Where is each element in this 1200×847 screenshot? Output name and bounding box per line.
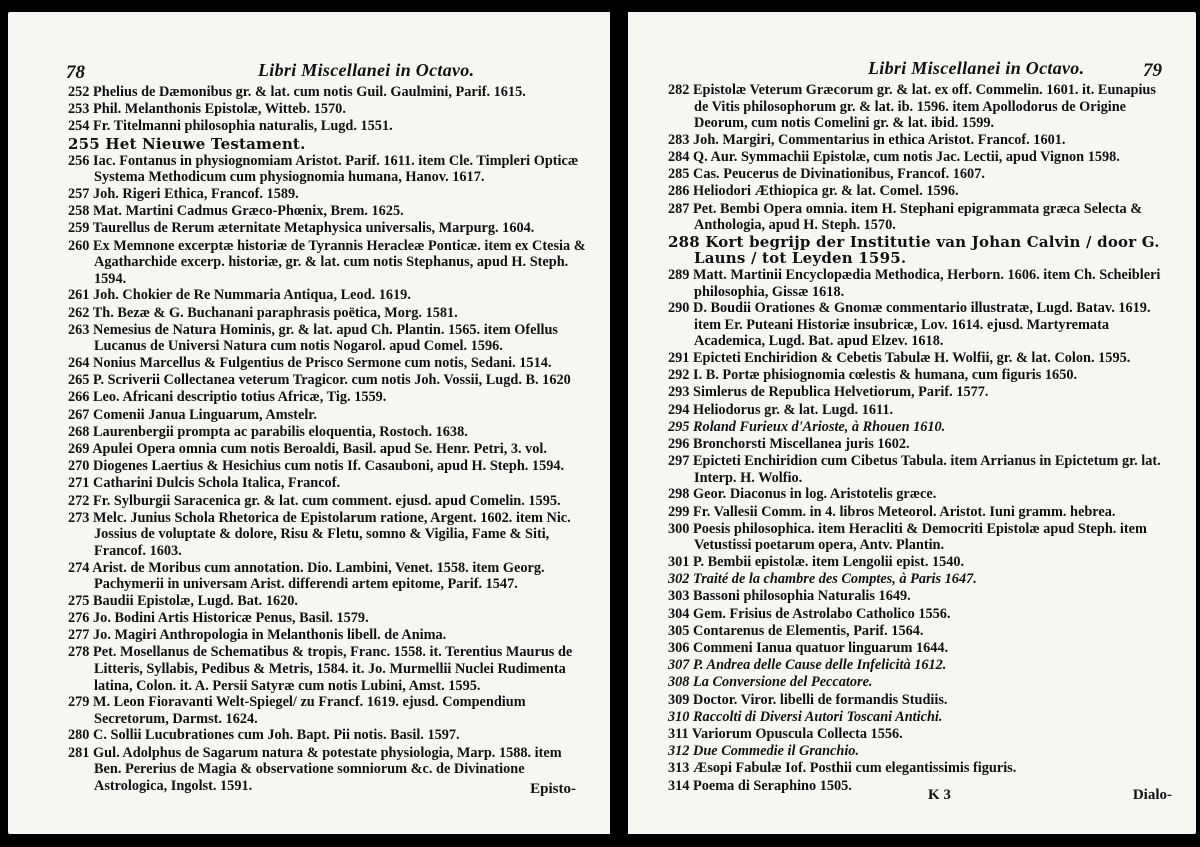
right-entry-list [668,82,1166,795]
list-item: 271 Catharini Dulcis Schola Italica, Francof. [68,475,341,492]
list-item: 305 Contarenus de Elementis, Parif. 1564. [668,622,924,639]
list-item: 299 Fr. Vallesii Comm. in 4. libros Meteorol. Aristot. Iuni gramm. hebrea. [668,503,1116,520]
list-item: 275 Baudii Epistolæ, Lugd. Bat. 1620. [68,592,298,609]
list-item: 277 Jo. Magiri Anthropologia in Melanthonis libell. de Anima. [68,627,447,644]
left-catchword: Episto- [530,781,576,797]
list-item: 289 Matt. Martinii Encyclopædia Methodica, Herborn. 1606. item Ch. Scheibleri philosophia, Gissæ 1618. [668,266,1161,300]
list-item: 280 C. Sollii Lucubrationes cum Joh. Bapt. Pii notis. Basil. 1597. [68,727,460,744]
left-page-number: 78 [66,62,85,83]
list-item: 255 Het Nieuwe Testament. [68,134,306,153]
list-item: 298 Geor. Diaconus in log. Aristotelis græce. [668,486,937,503]
list-item: 284 Q. Aur. Symmachii Epistolæ, cum notis Jac. Lectii, apud Vignon 1598. [668,148,1120,165]
list-item: 261 Joh. Chokier de Re Nummaria Antiqua, Leod. 1619. [68,287,411,304]
list-item: 257 Joh. Rigeri Ethica, Francof. 1589. [68,186,299,202]
list-item: 312 Due Commedie il Granchio. [668,743,860,760]
list-item: 291 Epicteti Enchiridion & Cebetis Tabulæ H. Wolfii, gr. & lat. Colon. 1595. [668,349,1131,366]
list-item: 258 Mat. Martini Cadmus Græco-Phœnix, Brem. 1625. [68,203,404,220]
list-item: 293 Simlerus de Republica Helvetiorum, Parif. 1577. [668,384,989,401]
list-item: 273 Melc. Junius Schola Rhetorica de Epistolarum ratione, Argent. 1602. item Nic. Jossius de voluptate & dolore, Risu & Fletu, somno & Vigilia, Fame & Siti, Francof. 1603. [68,509,571,559]
list-item: 252 Phelius de Dæmonibus gr. & lat. cum notis Guil. Gaulmini, Parif. 1615. [68,84,526,100]
list-item: 287 Pet. Bembi Opera omnia. item H. Stephani epigrammata græca Selecta & Anthologia, apud H. Steph. 1570. [668,200,1143,234]
list-item: 260 Ex Memnone excerptæ historiæ de Tyrannis Heracleæ Ponticæ. item ex Ctesia & Agatharchide excerp. historiæ, gr. & lat. cum notis Stephanus, apud H. Steph. 1594. [68,237,586,287]
right-page [628,12,1196,834]
left-running-head: Libri Miscellanei in Octavo. [258,60,475,80]
list-item: 297 Epicteti Enchiridion cum Cibetus Tabula. item Arrianus in Epictetum gr. lat. Interp. H. Wolfio. [668,453,1161,486]
list-item: 301 P. Bembii epistolæ. item Lengolii epist. 1540. [668,553,965,570]
list-item: 302 Traité de la chambre des Comptes, à Paris 1647. [668,571,977,588]
book-gutter [610,0,628,847]
list-item: 300 Poesis philosophica. item Heracliti & Democriti Epistolæ apud Steph. item Vetustissi poetarum opera, Antv. Plantin. [668,520,1147,554]
list-item: 281 Gul. Adolphus de Sagarum natura & potestate physiologia, Marp. 1588. item Ben. Pererius de Magia & observatione somniorum &c. de Divinatione Astrologica, Ingolst. 1591. [68,744,562,794]
list-item: 309 Doctor. Viror. libelli de formandis Studiis. [668,691,948,708]
list-item: 290 D. Boudii Orationes & Gnomæ commentario illustratæ, Lugd. Batav. 1619. item Er. Puteani Historiæ insubricæ, Lov. 1614. ejusd. Martyremata Academica, Lugd. Bat. apud Elzev. 1618. [668,300,1151,350]
list-item: 268 Laurenbergii prompta ac parabilis eloquentia, Rostoch. 1638. [68,423,468,440]
right-page-header [668,58,1166,80]
list-item: 306 Commeni Ianua quatuor linguarum 1644. [668,639,949,656]
signature-mark: K 3 [928,787,951,803]
list-item: 313 Æsopi Fabulæ Iof. Posthii cum elegantissimis figuris. [668,760,1017,777]
list-item: 272 Fr. Sylburgii Saracenica gr. & lat. cum comment. ejusd. apud Comelin. 1595. [68,492,561,509]
list-item: 314 Poema di Seraphino 1505. [668,777,852,794]
list-item: 286 Heliodori Æthiopica gr. & lat. Comel. 1596. [668,183,959,200]
right-page-number: 79 [1143,60,1162,81]
left-page [8,12,610,834]
left-entry-list [68,84,588,794]
left-page-header [68,60,588,82]
list-item: 296 Bronchorsti Miscellanea juris 1602. [668,435,910,452]
list-item: 254 Fr. Titelmanni philosophia naturalis, Lugd. 1551. [68,118,393,135]
list-item: 259 Taurellus de Rerum æternitate Metaphysica universalis, Marpurg. 1604. [68,220,535,237]
list-item: 311 Variorum Opuscula Collecta 1556. [668,725,903,742]
list-item: 270 Diogenes Laertius & Hesichius cum notis If. Casauboni, apud H. Steph. 1594. [68,458,565,475]
list-item: 264 Nonius Marcellus & Fulgentius de Prisco Sermone cum notis, Sedani. 1514. [68,354,552,371]
list-item: 307 P. Andrea delle Cause delle Infelicità 1612. [668,657,947,674]
list-item: 285 Cas. Peucerus de Divinationibus, Francof. 1607. [668,166,985,183]
list-item: 267 Comenii Janua Linguarum, Amstelr. [68,406,317,423]
list-item: 292 I. B. Portæ phisiognomia cœlestis & humana, cum figuris 1650. [668,367,1078,384]
right-running-head: Libri Miscellanei in Octavo. [868,58,1085,78]
list-item: 294 Heliodorus gr. & lat. Lugd. 1611. [668,401,894,418]
list-item: 253 Phil. Melanthonis Epistolæ, Witteb. 1570. [68,101,346,118]
list-item: 310 Raccolti di Diversi Autori Toscani Antichi. [668,708,943,725]
list-item: 304 Gem. Frisius de Astrolabo Catholico 1556. [668,605,951,622]
list-item: 276 Jo. Bodini Artis Historicæ Penus, Basil. 1579. [68,609,369,626]
list-item: 303 Bassoni philosophia Naturalis 1649. [668,588,911,605]
list-item: 256 Iac. Fontanus in physiognomiam Aristot. Parif. 1611. item Cle. Timpleri Opticæ Systema Methodicum cum physiognomia humana, Hanov. 1617. [68,152,579,186]
list-item: 274 Arist. de Moribus cum annotation. Dio. Lambini, Venet. 1558. item Georg. Pachymerii in universam Arist. differendi artem epitome, Parif. 1547. [68,559,545,593]
right-catchword: Dialo- [1132,787,1172,803]
list-item: 283 Joh. Margiri, Commentarius in ethica Aristot. Francof. 1601. [668,131,1066,148]
list-item: 279 M. Leon Fioravanti Welt-Spiegel/ zu Francf. 1619. ejusd. Compendium Secretorum, Darmst. 1624. [68,694,526,727]
list-item: 262 Th. Bezæ & G. Buchanani paraphrasis poëtica, Morg. 1581. [68,304,458,321]
list-item: 266 Leo. Africani descriptio totius Africæ, Tig. 1559. [68,389,387,406]
list-item: 308 La Conversione del Peccatore. [668,674,873,691]
list-item: 295 Roland Furieux d'Arioste, à Rhouen 1610. [668,418,946,435]
list-item: 265 P. Scriverii Collectanea veterum Tragicor. cum notis Joh. Vossii, Lugd. B. 1620 [68,372,571,389]
list-item: 288 Kort begrijp der Institutie van Johan Calvin / door G. Launs / tot Leyden 1595. [668,232,1160,268]
list-item: 282 Epistolæ Veterum Græcorum gr. & lat. ex off. Commelin. 1601. it. Eunapius de Vitis philosophorum gr. & lat. ib. 1596. item Apollodorus de Origine Deorum, cum notis Comelini gr. & lat. ibid. 1599. [668,82,1156,132]
list-item: 278 Pet. Mosellanus de Schematibus & tropis, Franc. 1558. it. Terentius Maurus de Litteris, Syllabis, Pedibus & Metris, 1584. it. Jo. Murmellii Nuclei Rudimenta latina, Colon. it. A. Persii Satyræ cum notis Lubini, Amst. 1595. [68,644,573,694]
list-item: 269 Apulei Opera omnia cum notis Beroaldi, Basil. apud Se. Henr. Petri, 3. vol. [68,441,547,457]
list-item: 263 Nemesius de Natura Hominis, gr. & lat. apud Ch. Plantin. 1565. item Ofellus Lucanus de Universi Natura cum notis Nogarol. apud Comel. 1596. [68,321,558,355]
